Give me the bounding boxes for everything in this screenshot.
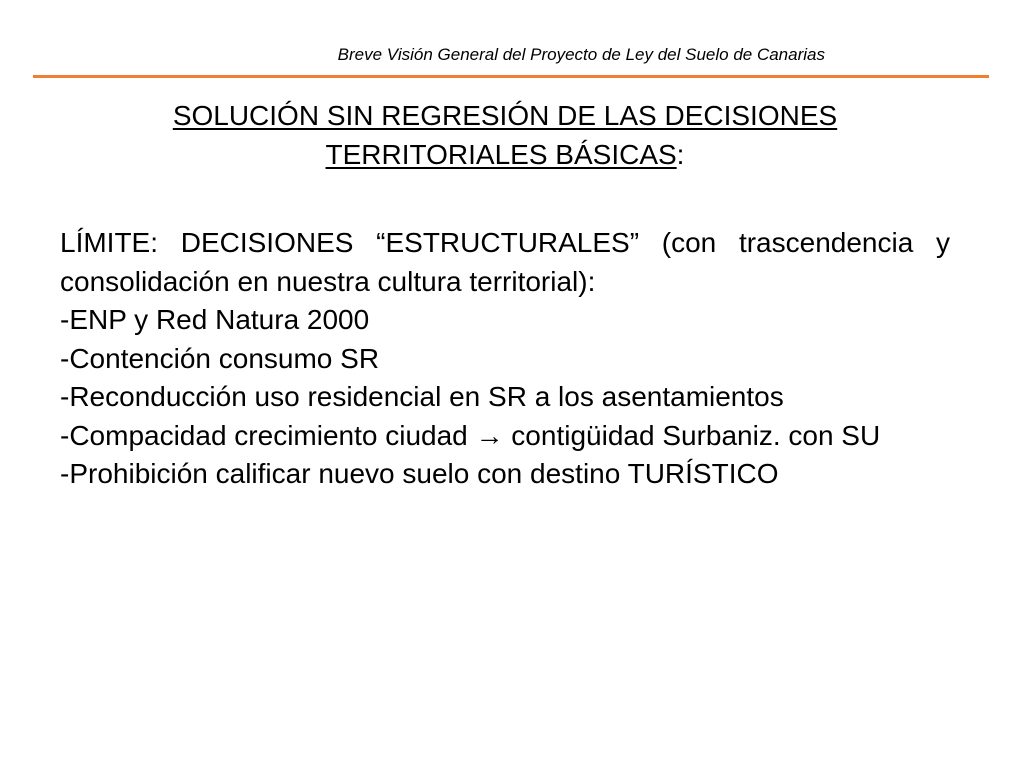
slide-title-underlined: SOLUCIÓN SIN REGRESIÓN DE LAS DECISIONES TERRITORIALES BÁSICAS bbox=[172, 100, 838, 170]
bullet-item: -ENP y Red Natura 2000 bbox=[60, 304, 370, 335]
header-divider bbox=[33, 75, 989, 78]
bullet-item: -Prohibición calificar nuevo suelo con destino TURÍSTICO bbox=[60, 458, 779, 489]
slide-body bbox=[60, 224, 950, 494]
slide-title-suffix: : bbox=[676, 139, 685, 170]
bullet-item: -Reconducción uso residencial en SR a los asentamientos bbox=[60, 381, 784, 412]
bullet-list bbox=[60, 301, 950, 494]
slide-header: Breve Visión General del Proyecto de Ley del Suelo de Canarias bbox=[337, 45, 825, 64]
slide-title bbox=[60, 96, 950, 174]
bullet-item: -Contención consumo SR bbox=[60, 342, 380, 374]
intro-paragraph: LÍMITE: DECISIONES “ESTRUCTURALES” (con trascendencia y consolidación en nuestra cultura territorial): bbox=[60, 227, 950, 297]
bullet-item: -Compacidad crecimiento ciudad → contigüidad Surbaniz. con SU bbox=[60, 419, 881, 451]
